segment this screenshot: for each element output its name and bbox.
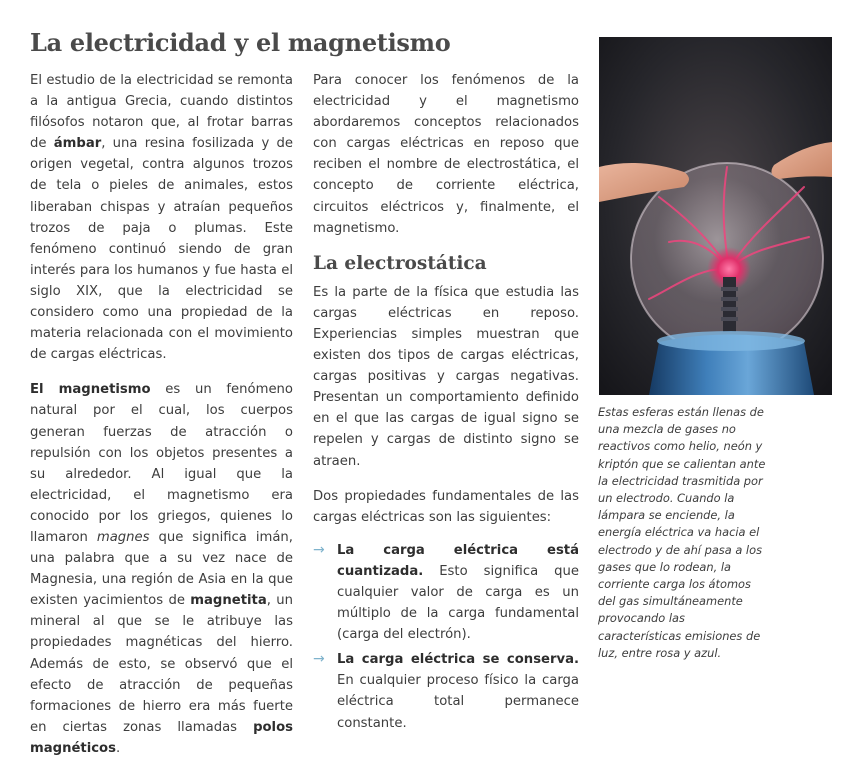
- list-item: [313, 649, 579, 733]
- lamp-base-rim: [657, 331, 805, 351]
- bullet-bold: La carga eléctrica está cuantizada.: [337, 542, 579, 579]
- list-item: [313, 540, 579, 645]
- bullet-text: Esto significa que cualquier valor de carga es un múltiplo de la carga fundamental (carga del electrón).: [337, 563, 579, 643]
- electrode-rod: [723, 277, 736, 332]
- magnetic-poles-term: polos magnéticos: [30, 719, 293, 756]
- properties-list: [313, 540, 579, 734]
- electricity-paragraph: El estudio de la electricidad se remonta a la antigua Grecia, cuando distintos filósofos notaron que, al frotar barras de ámbar, una resina fosilizada y de origen vegetal, contra algunos trozos de tela o pieles de animales, estos liberaban chispas y atraían pequeños trozos de paja o plumas. Este fenómeno continuó siendo de gran interés para los humanos y fue hasta el siglo XIX, que la electricidad se considero como una propiedad de la materia relacionada con el movimiento de cargas eléctricas.: [30, 73, 293, 363]
- magnetism-paragraph: El magnetismo es un fenómeno natural por el cual, los cuerpos generan fuerzas de atracción o repulsión con los objetos presentes a su alrededor. Al igual que la electricidad, el magnetismo era conocido por los griegos, quienes lo llamaron magnes que significa imán, una palabra que a su vez nace de Magnesia, una región de Asia en la que existen yacimientos de magnetita, un mineral al que se le atribuye las propiedades magnéticas del hierro. Además de esto, se observó que el efecto de atracción de pequeñas formaciones de hierro era más fuerte en ciertas zonas llamadas polos magnéticos.: [30, 382, 293, 756]
- magnes-term: magnes: [96, 529, 150, 545]
- middle-column: [313, 70, 579, 734]
- arrow-right-icon: →: [313, 541, 325, 558]
- section-heading: La electrostática: [313, 252, 487, 274]
- amber-term: ámbar: [53, 136, 102, 152]
- electrostatics-paragraph: Es la parte de la física que estudia las cargas eléctricas en reposo. Experiencias simples muestran que existen dos tipos de cargas eléctricas, cargas positivas y cargas negativas. Presentan un comportamiento definido en el que las cargas de igual signo se repelen y cargas de distinto signo se atraen.: [313, 284, 579, 469]
- figure-caption: Estas esferas están llenas de una mezcla de gases no reactivos como helio, neón y kriptón que se calientan ante la electricidad trasmitida por un electrodo. Cuando la lámpara se enciende, la energía eléctrica va hacia el electrodo y de ahí pasa a los gases que lo rodean, la corriente carga los átomos del gas simultáneamente provocando las características emisiones de luz, entre rosa y azul.: [598, 405, 766, 660]
- intro-paragraph: Para conocer los fenómenos de la electricidad y el magnetismo abordaremos conceptos relacionados con cargas eléctricas en reposo que reciben el nombre de electrostática, el concepto de corriente eléctrica, circuitos eléctricos y, finalmente, el magnetismo.: [313, 73, 579, 236]
- plasma-ball-illustration: [599, 37, 832, 395]
- bullet-bold: La carga eléctrica se conserva.: [337, 652, 579, 668]
- plasma-ball-photo: [599, 37, 832, 395]
- properties-paragraph: Dos propiedades fundamentales de las cargas eléctricas son las siguientes:: [313, 488, 579, 525]
- bullet-text: En cualquier proceso físico la carga eléctrica total permanece constante.: [337, 673, 579, 731]
- arrow-right-icon: →: [313, 651, 325, 668]
- magnetism-term: El magnetismo: [30, 382, 151, 398]
- magnetite-term: magnetita: [190, 593, 267, 609]
- page-title: La electricidad y el magnetismo: [30, 28, 451, 57]
- left-column: [30, 70, 293, 759]
